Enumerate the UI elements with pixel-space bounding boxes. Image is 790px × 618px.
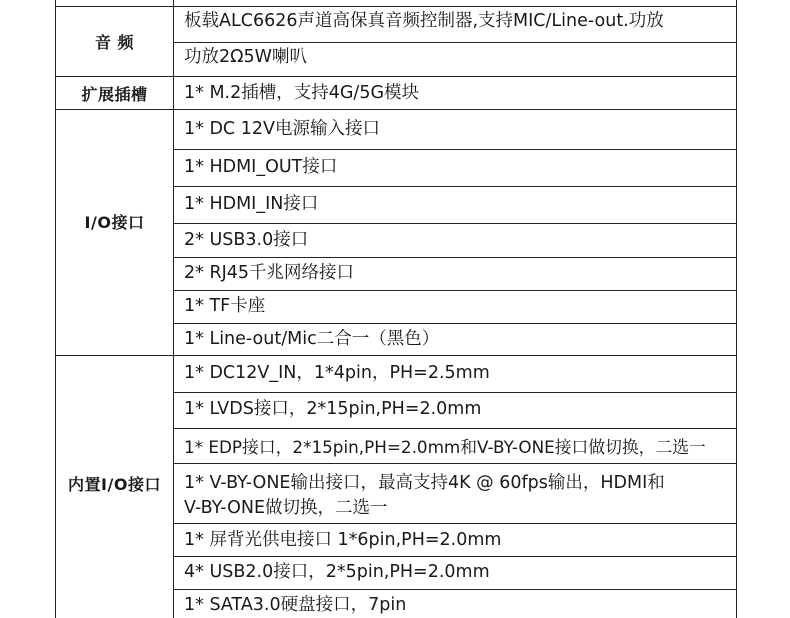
row-divider — [173, 257, 737, 258]
spec-value: 1* LVDS接口，2*15pin,PH=2.0mm — [184, 399, 482, 419]
spec-value: 功放2Ω5W喇叭 — [184, 47, 307, 67]
section-label-internal-io: 内置I/O接口 — [68, 474, 161, 494]
spec-value: 4* USB2.0接口，2*5pin,PH=2.0mm — [184, 562, 490, 582]
row-divider — [173, 523, 737, 524]
row-divider — [173, 223, 737, 224]
spec-value: 1* HDMI_IN接口 — [184, 194, 319, 214]
section-label-io: I/O接口 — [84, 212, 145, 232]
spec-value: 1* TF卡座 — [184, 296, 266, 316]
row-divider — [173, 428, 737, 429]
spec-value: 1* 屏背光供电接口 1*6pin,PH=2.0mm — [184, 530, 502, 550]
spec-value: 1* V-BY-ONE输出接口，最高支持4K @ 60fps输出，HDMI和 — [184, 473, 665, 493]
spec-value: 1* DC12V_IN，1*4pin，PH=2.5mm — [184, 363, 490, 383]
spec-value: V-BY-ONE做切换，二选一 — [184, 498, 388, 518]
spec-value: 板载ALC6626声道高保真音频控制器,支持MIC/Line-out.功放 — [184, 11, 664, 31]
row-divider — [173, 392, 737, 393]
table-column-divider — [173, 0, 174, 618]
table-border-right — [736, 0, 737, 618]
spec-value: 1* M.2插槽，支持4G/5G模块 — [184, 83, 420, 103]
row-divider — [173, 463, 737, 464]
spec-value: 1* HDMI_OUT接口 — [184, 157, 338, 177]
row-divider — [173, 556, 737, 557]
spec-value: 1* Line-out/Mic二合一（黑色） — [184, 329, 440, 349]
spec-value: 2* USB3.0接口 — [184, 230, 309, 250]
row-divider — [173, 42, 737, 43]
row-divider — [173, 589, 737, 590]
spec-value: 1* EDP接口，2*15pin,PH=2.0mm和V-BY-ONE接口做切换，二选一 — [184, 437, 706, 457]
section-label-expansion: 扩展插槽 — [81, 84, 148, 104]
row-divider — [173, 186, 737, 187]
row-divider — [173, 149, 737, 150]
spec-value: 1* SATA3.0硬盘接口，7pin — [184, 595, 407, 615]
spec-value: 2* RJ45千兆网络接口 — [184, 263, 355, 283]
row-divider — [173, 323, 737, 324]
spec-value: 1* DC 12V电源输入接口 — [184, 119, 380, 139]
section-label-audio: 音 频 — [94, 33, 135, 52]
row-divider — [173, 290, 737, 291]
